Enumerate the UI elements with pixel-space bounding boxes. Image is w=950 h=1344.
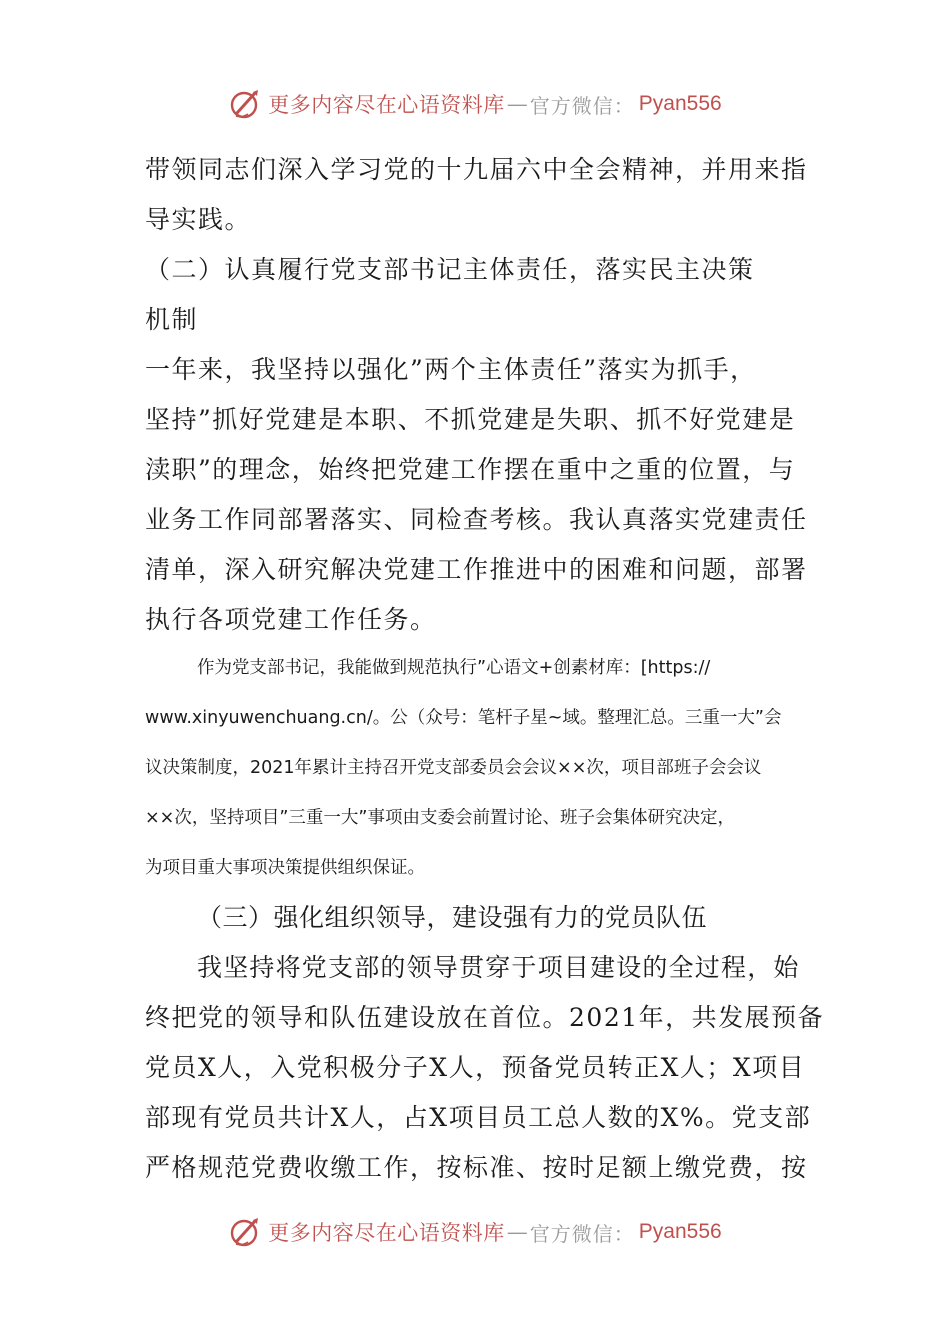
paragraph-3-line: www.xinyuwenchuang.cn/。公（众号：笔杆子星~域。整理汇总。三重一大”会 [145,708,782,728]
section-heading-2: 机制 [145,305,199,334]
paragraph-3-line: ××次，坚持项目”三重一大”事项由支委会前置讨论、班子会集体研究决定， [145,808,735,828]
paragraph-4-line: 部现有党员共计X人，占X项目员工总人数的X%。党支部 [145,1103,812,1132]
paragraph-4-line: 我坚持将党支部的领导贯穿于项目建设的全过程，始 [197,953,800,982]
section-heading-2: （二）认真履行党支部书记主体责任，落实民主决策 [145,255,755,284]
banner-contact-label: 官方微信： [529,1221,635,1246]
banner-dash: — [506,1220,528,1244]
paragraph-2-line: 一年来，我坚持以强化”两个主体责任”落实为抓手， [145,355,757,384]
banner-contact-label: 官方微信： [529,93,635,118]
paragraph-3-line: 为项目重大事项决策提供组织保证。 [145,858,425,878]
paragraph-4-line: 党员X人，入党积极分子X人，预备党员转正X人；X项目 [145,1053,806,1082]
paragraph-3-line: 议决策制度，2021年累计主持召开党支部委员会会议××次，项目部班子会会议 [145,758,762,778]
paragraph-2-line: 清单，深入研究解决党建工作推进中的困难和问题，部署 [145,555,808,584]
footer-banner [0,1212,950,1252]
paragraph-2-line: 执行各项党建工作任务。 [145,605,437,634]
paragraph-3-line: 作为党支部书记，我能做到规范执行”心语文+创素材库：[https:// [197,658,711,678]
paragraph-1-line: 带领同志们深入学习党的十九届六中全会精神，并用来指 [145,155,808,184]
banner-dash: — [506,92,528,116]
paragraph-1-line: 导实践。 [145,205,252,234]
pen-circle-logo-icon [228,87,262,121]
banner-wechat-id: Pyan556 [638,92,722,115]
paragraph-2-line: 业务工作同部署落实、同检查考核。我认真落实党建责任 [145,505,808,534]
section-heading-3: （三）强化组织领导，建设强有力的党员队伍 [197,903,708,932]
paragraph-2-line: 渎职”的理念，始终把党建工作摆在重中之重的位置，与 [145,455,796,484]
banner-site-text: 更多内容尽在心语资料库 [268,93,505,117]
banner-wechat-id: Pyan556 [638,1220,722,1243]
paragraph-4-line: 终把党的领导和队伍建设放在首位。2021年，共发展预备 [145,1003,825,1032]
pen-circle-logo-icon [228,1215,262,1249]
paragraph-2-line: 坚持”抓好党建是本职、不抓党建是失职、抓不好党建是 [145,405,796,434]
paragraph-4-line: 严格规范党费收缴工作，按标准、按时足额上缴党费，按 [145,1153,808,1182]
header-banner [0,84,950,124]
banner-site-text: 更多内容尽在心语资料库 [268,1221,505,1245]
